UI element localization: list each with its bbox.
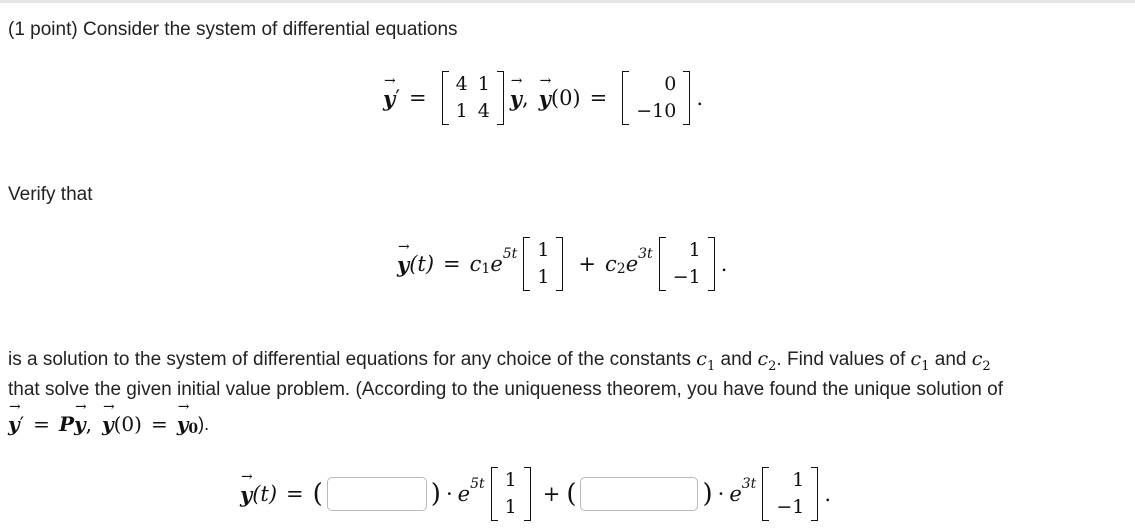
equals-sign: = [589,86,608,110]
matrix-P: P [58,412,74,436]
equals-sign: = [33,412,50,436]
comma: , [521,86,529,110]
vector-entry: 1 [504,469,517,491]
exp-base: e [729,482,742,506]
eigenvector-2 [762,467,818,521]
period: . [824,482,832,506]
vector-entry: 0 [664,73,677,95]
y-vector: → y [102,412,114,436]
comma: , [85,412,92,436]
vector-entry: −1 [776,496,805,518]
text-segment: and [929,349,972,370]
equals-sign: = [150,412,168,436]
constant-c1: c [696,348,707,370]
y-vector: → y [510,86,522,111]
argument-t: (t) [409,252,435,276]
subscript: 1 [481,261,491,277]
exponent-5t: 5t [470,476,485,492]
matrix-entry: 4 [455,73,468,95]
prime-mark: ′ [395,86,400,110]
matrix-entry: 4 [477,100,490,122]
right-paren: ) [430,479,441,509]
exp-base: e [457,482,471,506]
constant-c2: c [605,252,617,276]
eigenvector-1 [491,467,531,521]
plus-sign: + [542,482,561,506]
argument-t: (t) [252,482,278,506]
left-paren: ( [566,479,577,509]
c2-answer-input[interactable] [580,477,698,511]
answer-row [240,463,831,525]
y0-vector: → y [177,412,189,436]
argument-zero: (0) [113,412,142,436]
vector-entry: −1 [672,266,701,288]
y-vector: → y [539,86,551,111]
constant-c2: c [971,348,983,370]
text-segment: . Find values of [776,349,911,370]
paragraph-line-2: that solve the given initial value problem. (According to the uniqueness theorem, you have found the unique solution of [8,379,1003,400]
period: . [696,86,704,110]
subscript: 2 [616,261,626,277]
exponent-3t: 3t [638,246,653,262]
exp-base: e [490,252,503,276]
initial-vector [622,71,690,125]
subscript: 1 [706,358,716,374]
equals-sign: = [286,482,304,506]
period: . [720,252,728,276]
c1-answer-input[interactable] [327,477,427,511]
exponent-3t: 3t [741,476,757,492]
plus-sign: + [578,252,597,276]
eigenvector-1 [523,237,563,291]
exp-base: e [625,252,639,276]
prime-mark: ′ [19,412,25,436]
y-vector: → y [240,482,252,507]
closing-paren: ). [198,413,210,434]
text-segment: is a solution to the system of differential equations for any choice of the constants [8,349,697,370]
constant-c2: c [757,348,769,370]
equals-sign: = [408,86,427,110]
eigenvector-2 [659,237,715,291]
matrix-entry: 1 [455,100,468,122]
subscript: 2 [768,358,777,374]
system-equation [383,68,703,128]
top-border [0,0,1135,3]
y-vector: → y [8,412,20,436]
dot-operator: · [717,482,725,506]
vector-entry: 1 [504,496,517,518]
subscript: 0 [188,421,199,437]
right-paren: ) [702,479,713,509]
constant-c1: c [469,252,482,276]
verify-label: Verify that [8,184,93,205]
vector-entry: 1 [688,239,701,261]
constant-c1: c [910,348,922,370]
exponent-5t: 5t [502,246,518,262]
y-vector: → y [397,252,409,277]
y-vector: → y [383,86,395,111]
uniqueness-statement [8,408,209,440]
coefficient-matrix [442,71,504,125]
matrix-entry: 1 [477,73,490,95]
vector-entry: 1 [537,266,550,288]
y-vector: → y [74,412,86,436]
argument-zero: (0) [550,86,581,110]
text-segment: and [715,349,758,370]
vector-entry: 1 [537,239,550,261]
general-solution [397,234,727,294]
vector-entry: −10 [636,100,677,122]
equals-sign: = [443,252,461,276]
left-paren: ( [312,479,323,509]
subscript: 2 [982,358,991,374]
subscript: 1 [921,358,930,374]
problem-intro: (1 point) Consider the system of differential equations [8,19,458,40]
dot-operator: · [445,482,453,506]
vector-entry: 1 [792,469,805,491]
